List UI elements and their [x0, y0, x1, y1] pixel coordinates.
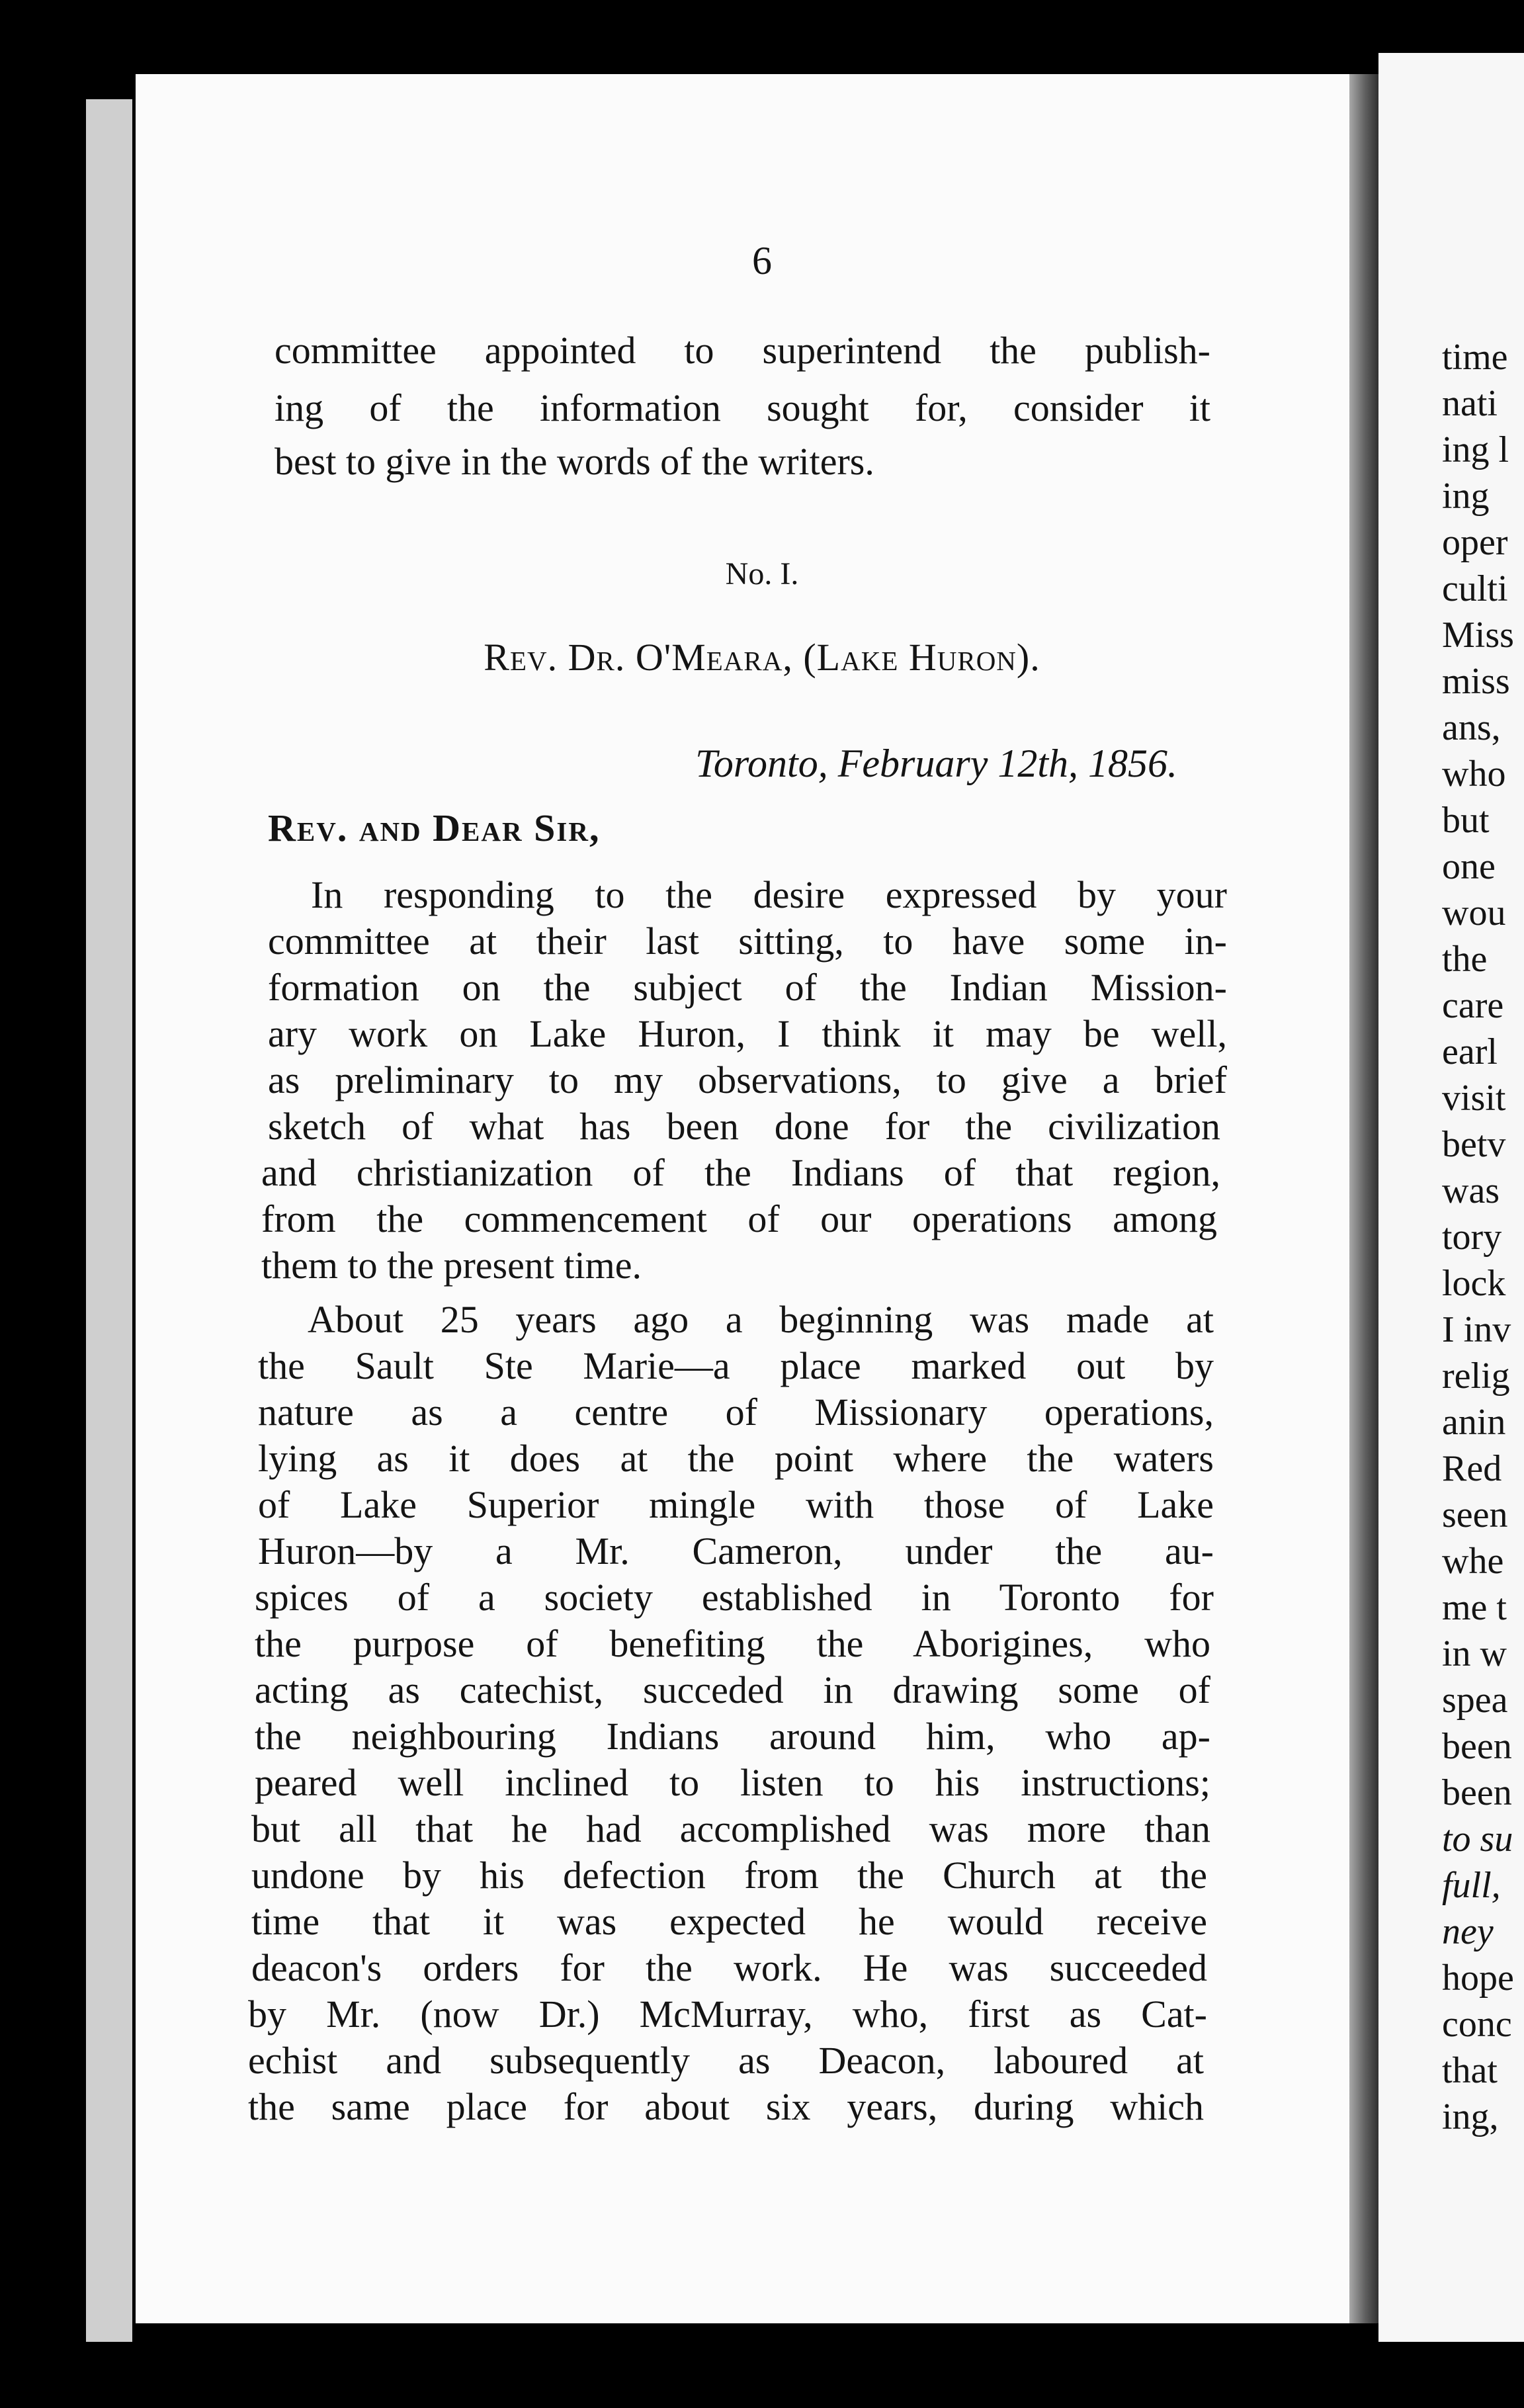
body-line: best to give in the words of the writers. — [275, 440, 874, 483]
facing-line-fragment: anin — [1442, 1402, 1506, 1443]
body-line: acting as catechist, succeded in drawing some of — [255, 1668, 1210, 1711]
body-line: of Lake Superior mingle with those of Lake — [258, 1483, 1214, 1526]
facing-line-fragment: ing, — [1442, 2096, 1499, 2137]
facing-line-fragment: I inv — [1442, 1309, 1511, 1350]
body-line: About 25 years ago a beginning was made at — [308, 1298, 1214, 1341]
body-line: as preliminary to my observations, to give a brief — [268, 1058, 1227, 1101]
facing-line-fragment: whe — [1442, 1541, 1504, 1582]
body-line: them to the present time. — [261, 1244, 642, 1287]
body-line: formation on the subject of the Indian Mission- — [268, 966, 1227, 1009]
facing-line-fragment: one — [1442, 846, 1496, 887]
facing-line-fragment: ans, — [1442, 707, 1501, 748]
body-line: echist and subsequently as Deacon, laboured at — [248, 2039, 1204, 2082]
facing-line-fragment: conc — [1442, 2004, 1512, 2045]
body-line: ary work on Lake Huron, I think it may be well, — [268, 1012, 1227, 1055]
facing-line-fragment: ney — [1442, 1911, 1494, 1952]
facing-line-fragment: tory — [1442, 1217, 1502, 1258]
body-line: but all that he had accomplished was more than — [251, 1807, 1210, 1850]
facing-line-fragment: oper — [1442, 522, 1508, 563]
facing-line-fragment: that — [1442, 2050, 1498, 2091]
facing-line-fragment: to su — [1442, 1819, 1513, 1860]
facing-line-fragment: who — [1442, 753, 1506, 795]
facing-line-fragment: full, — [1442, 1865, 1501, 1906]
facing-line-fragment: care — [1442, 985, 1504, 1026]
facing-line-fragment: been — [1442, 1726, 1512, 1767]
body-line: the same place for about six years, during which — [248, 2085, 1204, 2128]
facing-line-fragment: Red — [1442, 1448, 1502, 1489]
letter-heading: Rev. Dr. O'Meara, (Lake Huron). — [484, 636, 1040, 679]
body-line: In responding to the desire expressed by your — [311, 873, 1227, 916]
body-line: time that it was expected he would receive — [251, 1900, 1207, 1943]
facing-line-fragment: lock — [1442, 1263, 1506, 1304]
entry-number: No. I. — [725, 556, 799, 591]
body-line: the Sault Ste Marie—a place marked out by — [258, 1344, 1214, 1387]
facing-line-fragment: in w — [1442, 1633, 1507, 1674]
body-line: spices of a society established in Toronto for — [255, 1576, 1214, 1619]
body-line: the neighbouring Indians around him, who ap- — [255, 1715, 1210, 1758]
facing-line-fragment: been — [1442, 1772, 1512, 1813]
facing-line-fragment: earl — [1442, 1031, 1498, 1072]
body-line: deacon's orders for the work. He was succeeded — [251, 1946, 1207, 1989]
body-line: by Mr. (now Dr.) McMurray, who, first as Cat- — [248, 1993, 1207, 2036]
body-line: the purpose of benefiting the Aborigines, who — [255, 1622, 1210, 1665]
facing-line-fragment: Miss — [1442, 615, 1514, 656]
body-line: Huron—by a Mr. Cameron, under the au- — [258, 1529, 1214, 1572]
facing-line-fragment: wou — [1442, 892, 1506, 933]
facing-line-fragment: spea — [1442, 1680, 1508, 1721]
facing-line-fragment: hope — [1442, 1957, 1514, 1999]
body-line: ing of the information sought for, consider it — [275, 386, 1210, 429]
body-line: nature as a centre of Missionary operations, — [258, 1391, 1214, 1434]
facing-line-fragment: relig — [1442, 1355, 1510, 1397]
dateline: Toronto, February 12th, 1856. — [695, 742, 1177, 785]
facing-line-fragment: betv — [1442, 1124, 1506, 1165]
facing-line-fragment: ing — [1442, 476, 1490, 517]
facing-line-fragment: was — [1442, 1170, 1500, 1211]
left-page-edge — [86, 99, 132, 2342]
facing-line-fragment: miss — [1442, 661, 1510, 702]
body-line: committee appointed to superintend the publish- — [275, 329, 1210, 372]
facing-line-fragment: culti — [1442, 568, 1508, 609]
body-line: from the commencement of our operations among — [261, 1197, 1217, 1240]
facing-line-fragment: me t — [1442, 1587, 1507, 1628]
body-line: sketch of what has been done for the civilization — [268, 1105, 1220, 1148]
facing-line-fragment: visit — [1442, 1078, 1506, 1119]
book-spine — [1349, 74, 1378, 2323]
facing-line-fragment: but — [1442, 800, 1490, 841]
body-line: lying as it does at the point where the waters — [258, 1437, 1214, 1480]
facing-line-fragment: time — [1442, 337, 1508, 378]
body-line: and christianization of the Indians of that region, — [261, 1151, 1220, 1194]
facing-line-fragment: nati — [1442, 383, 1498, 424]
body-line: undone by his defection from the Church at the — [251, 1854, 1207, 1897]
body-line: committee at their last sitting, to have some in- — [268, 920, 1227, 963]
facing-line-fragment: ing l — [1442, 429, 1509, 470]
page-number: 6 — [752, 239, 772, 282]
salutation: Rev. and Dear Sir, — [268, 806, 601, 849]
facing-line-fragment: seen — [1442, 1494, 1508, 1535]
body-line: peared well inclined to listen to his instructions; — [255, 1761, 1210, 1804]
facing-line-fragment: the — [1442, 939, 1488, 980]
